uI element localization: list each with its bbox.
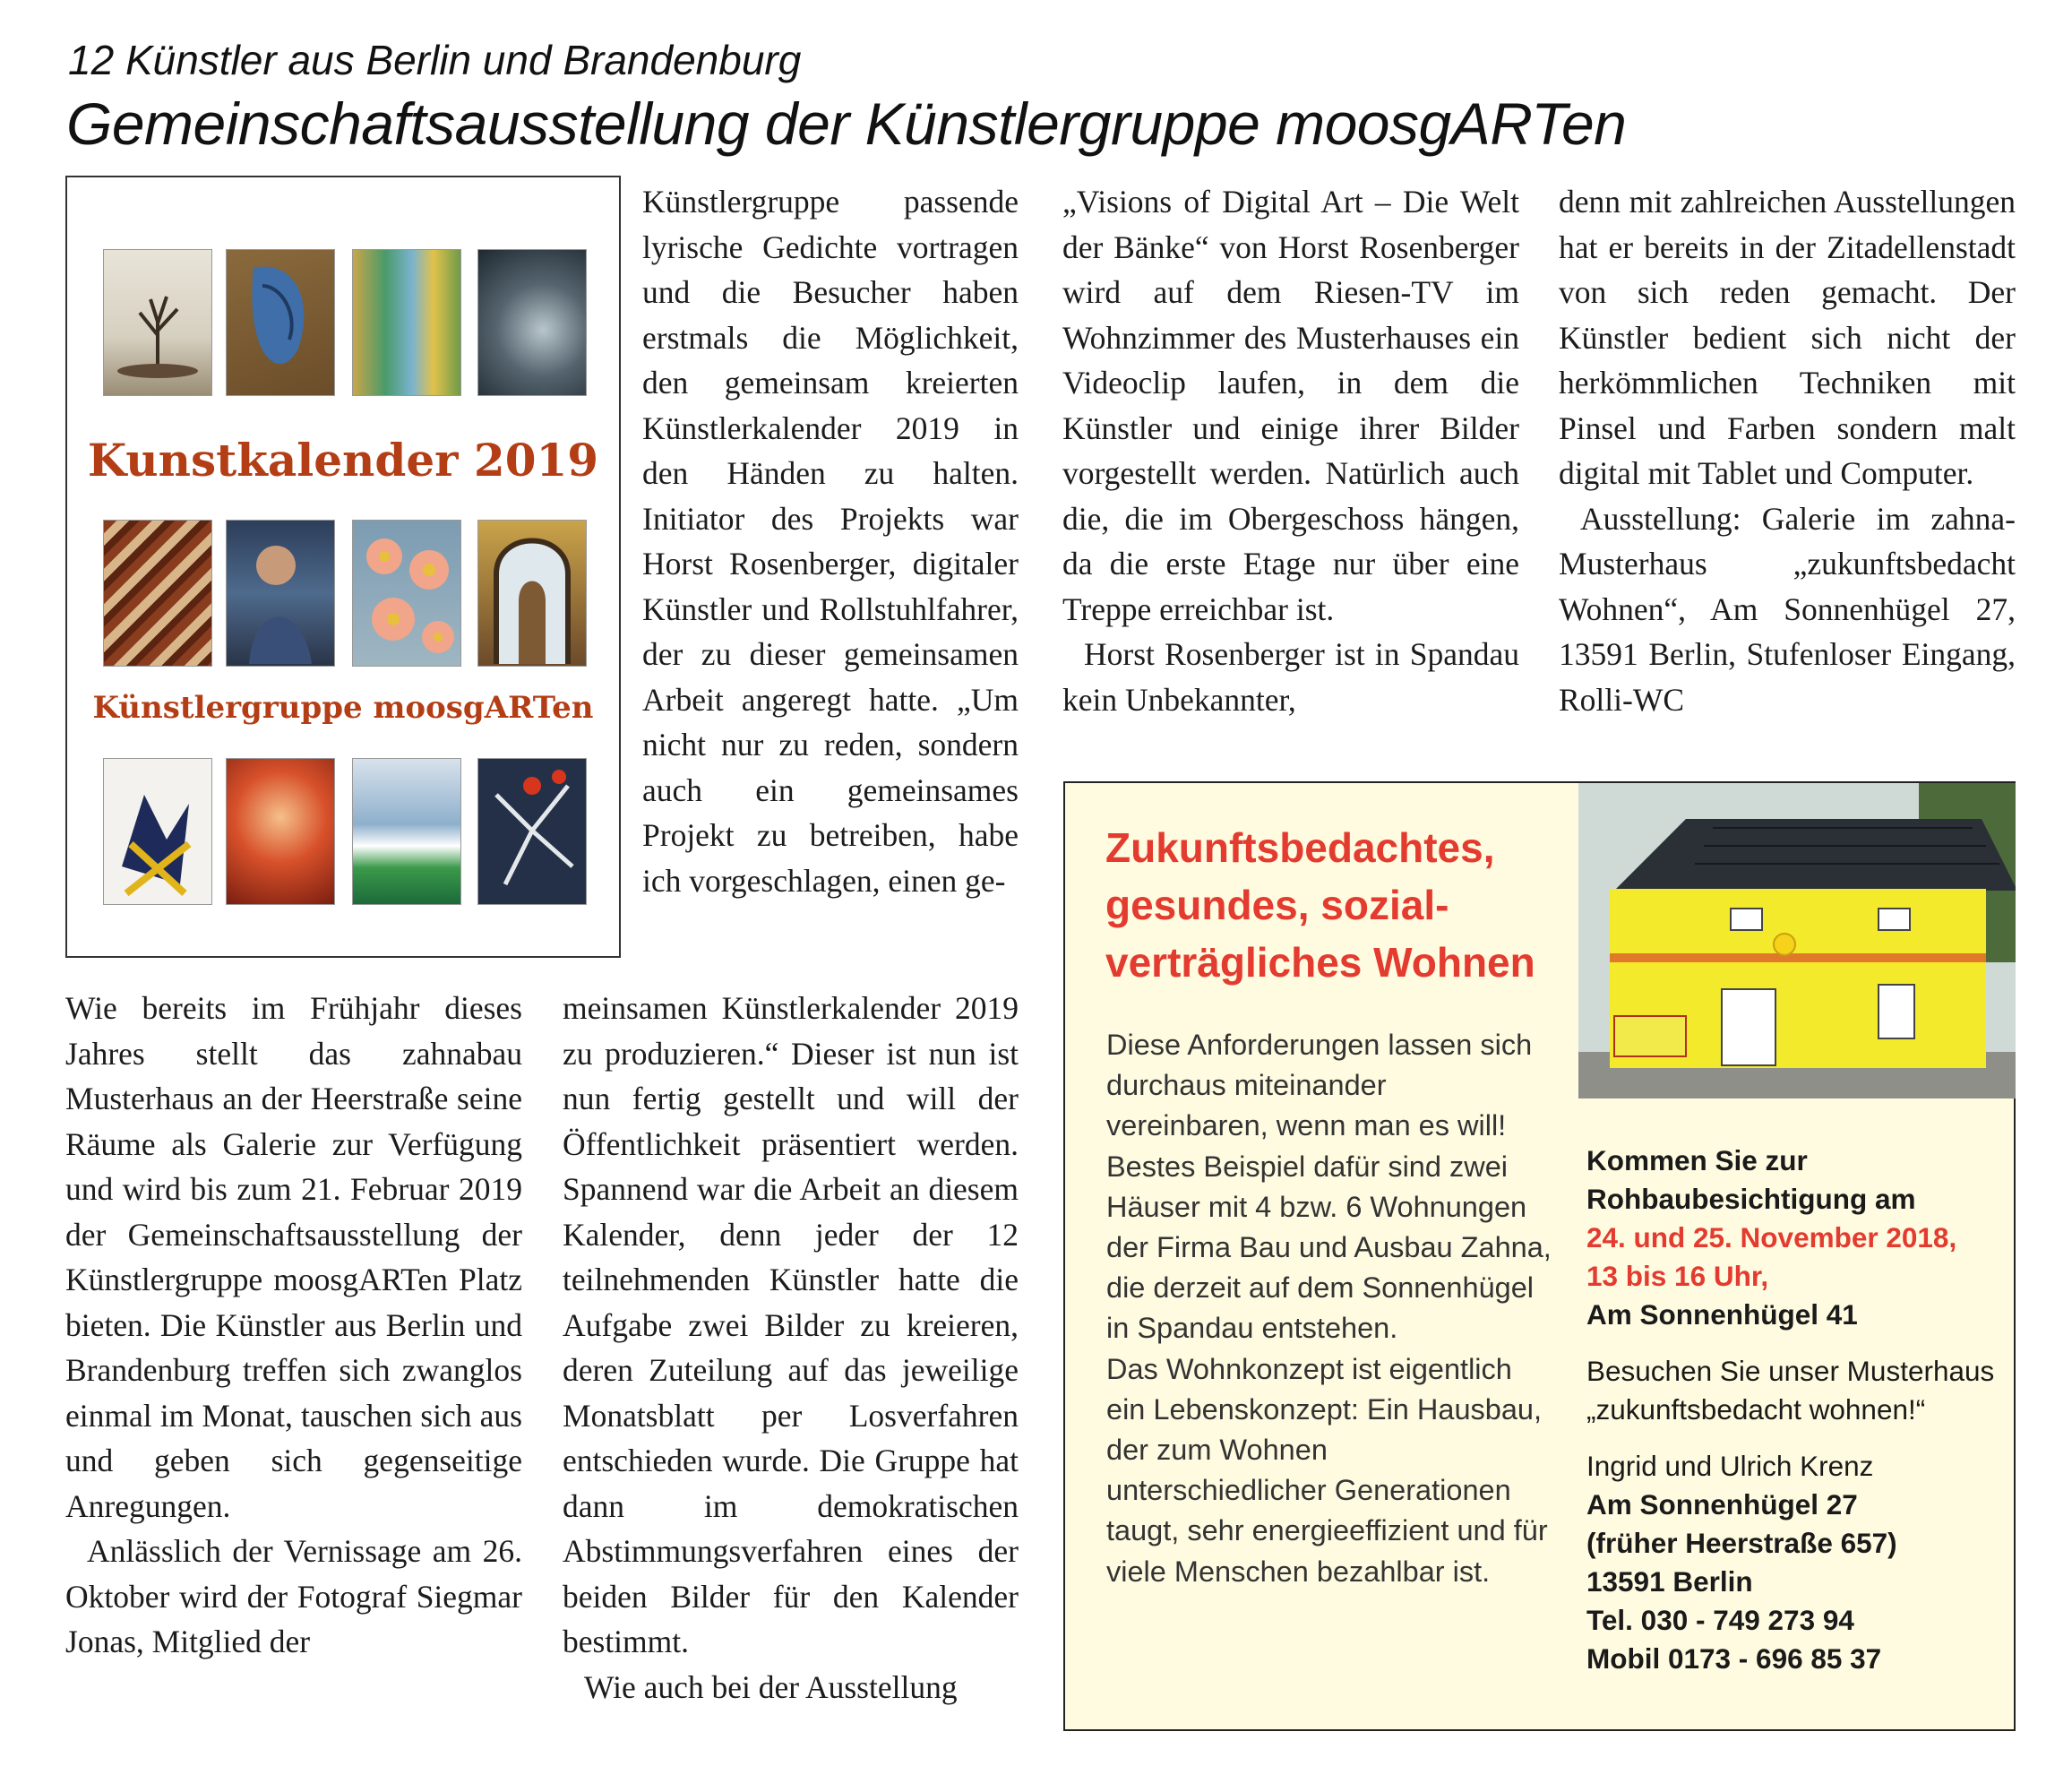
paragraph: Wie bereits im Frühjahr dieses Jahres stellt das zahnabau Musterhaus an der Heerstraße seine Räume als Galerie zur Verfügung und wird bis zum 21. Februar 2019 der Gemeinschaftsausstellung der Künstlergruppe moosgARTen Platz bieten. Die Künstler aus Berlin und Brandenburg treffen sich zwanglos einmal im Monat, tauschen sich aus und geben sich gegenseitige Anregungen. (65, 990, 522, 1524)
contact-phone: Tel. 030 - 749 273 94 (1586, 1604, 1854, 1636)
event-time: 13 bis 16 Uhr, (1586, 1260, 1769, 1292)
advertisement-box (1063, 781, 2016, 1731)
article-column (65, 986, 522, 1665)
artwork-thumb (103, 520, 212, 667)
visit-text: Besuchen Sie unser Musterhaus „zukunftsbedacht wohnen!“ (1586, 1355, 1995, 1426)
artwork-thumb (477, 249, 587, 396)
paragraph: „Visions of Digital Art – Die Welt der Bänke“ von Horst Rosenberger wird auf dem Riesen-TV im Wohnzimmer des Musterhauses ein Videoclip laufen, in dem die Künstler und einige ihrer Bilder vorgestellt werden. Natürlich auch die, die im Obergeschoss hängen, da die erste Etage nur über eine Treppe erreichbar ist. (1062, 184, 1519, 627)
ad-headline-line: Zukunftsbedachtes, (1105, 824, 1495, 871)
contact-address: (früher Heerstraße 657) (1586, 1527, 1897, 1559)
ad-headline-line: gesundes, sozial- (1105, 882, 1449, 928)
house-photo (1578, 783, 2016, 1098)
article-column (1062, 179, 1519, 722)
artwork-thumb (226, 520, 335, 667)
paragraph: Ausstellung: Galerie im zahna-Musterhaus „zukunftsbedacht Wohnen“, Am Sonnenhügel 27, 13591 Berlin, Stufenloser Eingang, Rolli-WC (1559, 500, 2016, 718)
paragraph: Wie auch bei der Ausstellung (584, 1668, 958, 1705)
paragraph: Horst Rosenberger ist in Spandau kein Unbekannter, (1062, 636, 1519, 718)
artwork-thumb (352, 249, 461, 396)
headline: Gemeinschaftsausstellung der Künstlergruppe moosgARTen (66, 90, 1627, 157)
paragraph: Künstlergruppe passende lyrische Gedichte vortragen und die Besucher haben erstmals die Möglichkeit, den gemeinsam kreierten Künstlerkalender 2019 in den Händen zu halten. Initiator des Projekts war Horst Rosenberger, digitaler Künstler und Rollstuhlfahrer, der zu dieser gemeinsamen Arbeit angeregt hatte. „Um nicht nur zu reden, sondern auch ein gemeinsames Projekt zu betreiben, habe ich vorgeschlagen, einen ge- (642, 184, 1019, 899)
ad-body-paragraph: Das Wohnkonzept ist eigentlich ein Lebenskonzept: Ein Hausbau, der zum Wohnen unterschiedlicher Generationen taugt, sehr energieeffizient und für viele Menschen bezahlbar ist. (1106, 1352, 1548, 1588)
ad-body (1106, 1025, 1554, 1592)
contact-address: 13591 Berlin (1586, 1565, 1753, 1598)
invite-line: Kommen Sie zur (1586, 1144, 1808, 1176)
artwork-thumb (477, 758, 587, 905)
paragraph: denn mit zahlreichen Ausstellungen hat er bereits in der Zitadellenstadt von sich reden gemacht. Der Künstler bedient sich nicht der herkömmlichen Techniken mit Pinsel und Farben sondern malt digital mit Tablet und Computer. (1559, 184, 2016, 491)
article-column (1559, 179, 2016, 722)
artwork-thumb (103, 758, 212, 905)
artwork-thumb (226, 758, 335, 905)
calendar-image (65, 176, 621, 958)
contact-address: Am Sonnenhügel 27 (1586, 1488, 1858, 1521)
event-place: Am Sonnenhügel 41 (1586, 1298, 1858, 1331)
artwork-thumb (226, 249, 335, 396)
paragraph: Anlässlich der Vernissage am 26. Oktober wird der Fotograf Siegmar Jonas, Mitglied der (65, 1533, 522, 1659)
artwork-thumb (352, 758, 461, 905)
artwork-thumb (477, 520, 587, 667)
ad-body-paragraph: Diese Anforderungen lassen sich durchaus miteinander vereinbaren, wenn man es will! (1106, 1029, 1533, 1142)
ad-headline-line: verträgliches Wohnen (1105, 939, 1535, 986)
contact-names: Ingrid und Ulrich Krenz (1586, 1450, 1874, 1482)
calendar-subtitle: Künstlergruppe moosgARTen (92, 690, 594, 726)
kicker: 12 Künstler aus Berlin und Brandenburg (68, 37, 802, 83)
contact-mobile: Mobil 0173 - 696 85 37 (1586, 1642, 1882, 1675)
paragraph: meinsamen Künstlerkalender 2019 zu produzieren.“ Dieser ist nun ist nun fertig gestellt und will der Öffentlichkeit präsentiert werden. Spannend war die Arbeit an diesem Kalender, denn jeder der 12 teilnehmenden Künstler hatte die Aufgabe zwei Bilder zu kreieren, deren Zuteilung auf das jeweilige Monatsblatt per Losverfahren entschieden wurde. Die Gruppe hat dann im demokratischen Abstimmungsverfahren eines der beiden Bilder für den Kalender bestimmt. (563, 990, 1019, 1659)
article-column (563, 986, 1019, 1710)
ad-body-paragraph: Bestes Beispiel dafür sind zwei Häuser mit 4 bzw. 6 Wohnungen der Firma Bau und Ausbau Zahna, die derzeit auf dem Sonnenhügel in Spandau entstehen. (1106, 1150, 1552, 1345)
ad-headline (1105, 819, 1571, 991)
event-date: 24. und 25. November 2018, (1586, 1221, 1957, 1254)
calendar-title: Kunstkalender 2019 (87, 434, 599, 487)
article-column (642, 179, 1019, 903)
artwork-thumb (352, 520, 461, 667)
artwork-thumb (103, 249, 212, 396)
ad-contact-info (1586, 1142, 2008, 1678)
invite-line: Rohbaubesichtigung am (1586, 1183, 1916, 1215)
